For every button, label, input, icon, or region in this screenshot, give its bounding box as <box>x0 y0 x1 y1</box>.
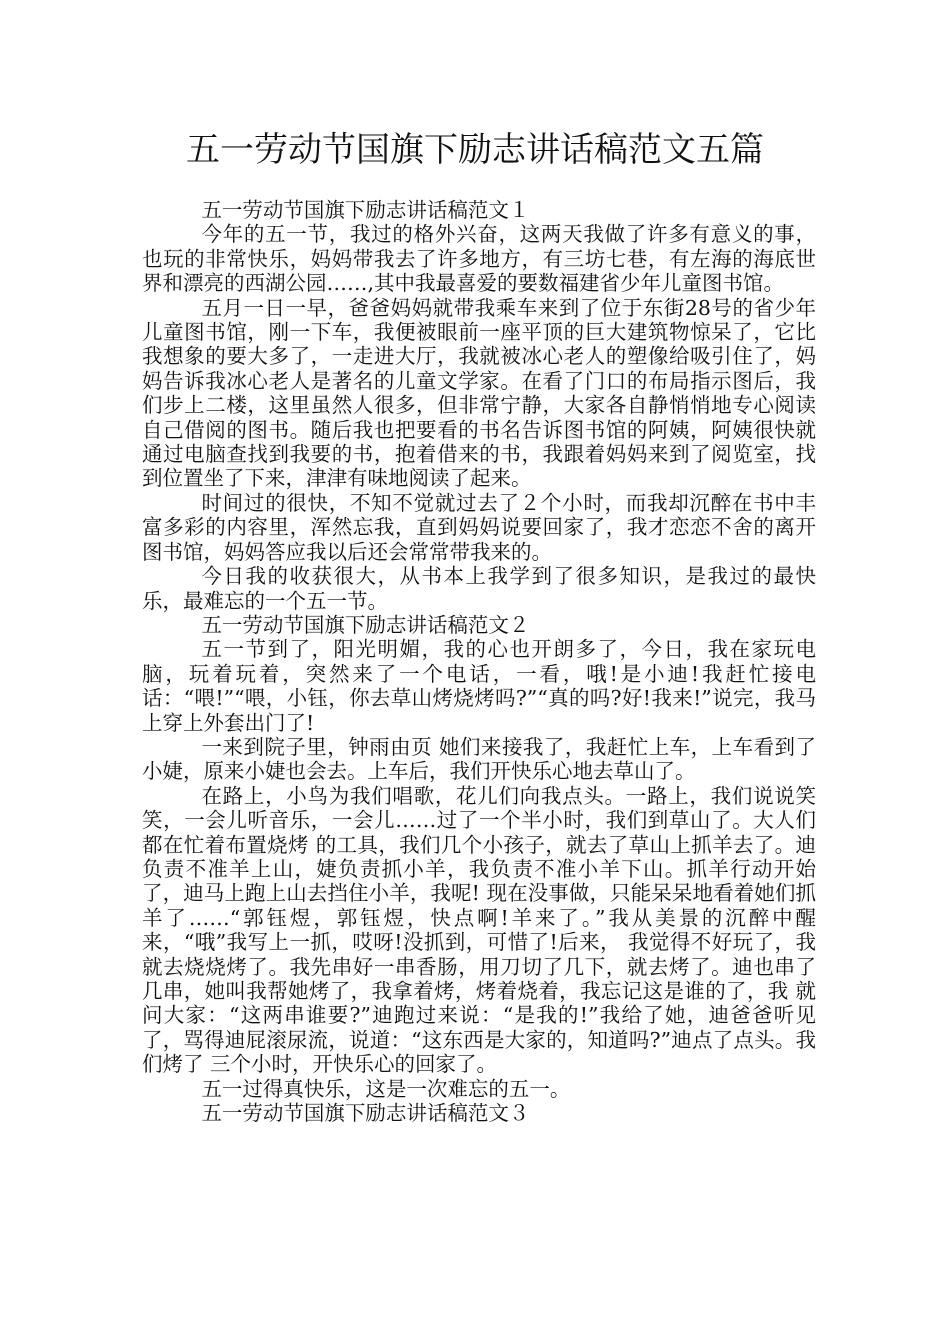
paragraph: 五一过得真快乐，这是一次难忘的五一。 <box>201 1076 571 1101</box>
document-title: 五一劳动节国旗下励志讲话稿范文五篇 <box>186 130 764 170</box>
section-heading-1: 五一劳动节国旗下励志讲话稿范文１ <box>201 198 530 222</box>
paragraph: 五月一日一早，爸爸妈妈就带我乘车来到了位于东街28号的省少年儿童图书馆，刚一下车，我便被眼前一座平顶的巨大建筑物惊呆了，它比我想象的要大多了，一走进大厅，我就被冰心老人的塑像给吸引住了，妈妈告诉我冰心老人是著名的儿童文学家。在看了门口的布局指示图后，我们步上二楼，这里虽然人很多，但非常宁静，大家各自静悄悄地专心阅读自己借阅的图书。随后我也把要看的书名告诉图书馆的阿姨，阿姨很快就通过电脑查找到我要的书，抱着借来的书，我跟着妈妈来到了阅览室，找到位置坐了下来，津津有味地阅读了起来。 <box>142 295 816 491</box>
paragraph: 一来到院子里，钟雨由页 她们来接我了，我赶忙上车，上车看到了小婕，原来小婕也会去。上车后，我们开快乐心地去草山了。 <box>142 734 816 784</box>
section-heading-3: 五一劳动节国旗下励志讲话稿范文３ <box>201 1101 530 1126</box>
section-heading-2: 五一劳动节国旗下励志讲话稿范文２ <box>201 612 530 637</box>
paragraph: 在路上，小鸟为我们唱歌，花儿们向我点头。一路上，我们说说笑笑，一会儿听音乐，一会儿……过了一个半小时，我们到草山了。大人们都在忙着布置烧烤 的工具，我们几个小孩子，就去了草山上抓羊去了。迪负责不准羊上山，婕负责抓小羊，我负责不准小羊下山。抓羊行动开始了，迪马上跑上山去挡住小羊，我呢! 现在没事做，只能呆呆地看着她们抓羊了……“郭钰煜，郭钰煜，快点啊!羊来了。”我从美景的沉醉中醒来，“哦”我写上一抓，哎呀!没抓到，可惜了!后来， 我觉得不好玩了，我就去烧烧烤了。我先串好一串香肠，用刀切了几下，就去烤了。迪也串了几串，她叫我帮她烤了，我拿着烤，烤着烧着，我忘记这是谁的了，我 就问大家：“这两串谁要?”迪跑过来说：“是我的!”我给了她，迪爸爸听见了，骂得迪屁滚尿流，说道：“这东西是大家的，知道吗?”迪点了点头。我们烤了 三个小时，开快乐心的回家了。 <box>142 783 816 1077</box>
paragraph: 今年的五一节，我过的格外兴奋，这两天我做了许多有意义的事，也玩的非常快乐，妈妈带我去了许多地方，有三坊七巷，有左海的海底世界和漂亮的西湖公园……,其中我最喜爱的要数福建省少年儿童图书馆。 <box>142 222 816 296</box>
paragraph: 五一节到了，阳光明媚，我的心也开朗多了，今日，我在家玩电脑，玩着玩着，突然来了一个电话，一看，哦!是小迪!我赶忙接电话：“喂!”“喂，小钰，你去草山烤烧烤吗?”“真的吗?好!我来!”说完，我马上穿上外套出门了! <box>142 637 816 735</box>
paragraph: 时间过的很快，不知不觉就过去了２个小时，而我却沉醉在书中丰富多彩的内容里，浑然忘我，直到妈妈说要回家了，我才恋恋不舍的离开图书馆，妈妈答应我以后还会常常带我来的。 <box>142 490 816 564</box>
paragraph: 今日我的收获很大，从书本上我学到了很多知识，是我过的最快乐，最难忘的一个五一节。 <box>142 564 816 613</box>
document-body <box>142 198 816 1125</box>
